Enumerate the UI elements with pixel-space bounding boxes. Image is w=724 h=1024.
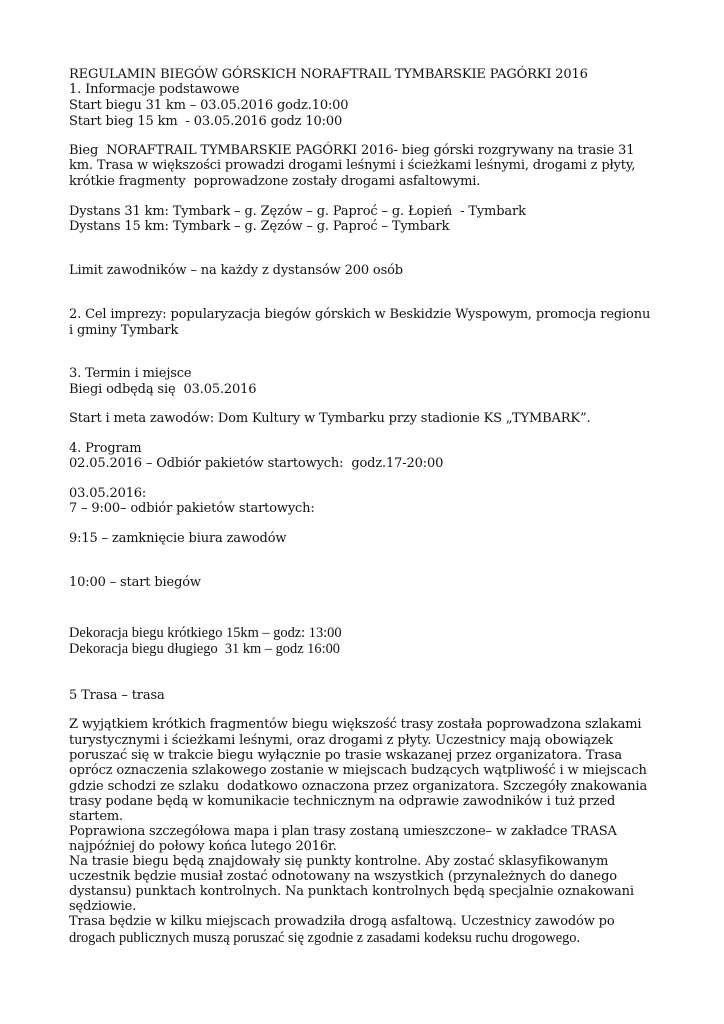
- route-line: Trasa będzie w kilku miejscach prowadziła drogą asfaltową. Uczestnicy zawodów po: [69, 914, 615, 929]
- route-line: sędziowie.: [69, 899, 137, 914]
- document-title: REGULAMIN BIEGÓW GÓRSKICH NORAFTRAIL TYMBARSKIE PAGÓRKI 2016: [69, 67, 588, 82]
- route-line: Na trasie biegu będą znajdowały się punkty kontrolne. Aby zostać sklasyfikowanym: [69, 854, 609, 869]
- route-line: Z wyjątkiem krótkich fragmentów biegu większość trasy została poprowadzona szlakami: [69, 717, 642, 732]
- intro-line: km. Trasa w większości prowadzi drogami leśnymi i ścieżkami leśnymi, drogami z płyty,: [69, 158, 636, 173]
- goal-line: i gminy Tymbark: [69, 323, 179, 338]
- program-start-line: 10:00 – start biegów: [69, 575, 201, 590]
- intro-line: krótkie fragmenty poprowadzone zostały drogami asfaltowymi.: [69, 174, 481, 189]
- award-long-line: Dekoracja biegu długiego 31 km – godz 16:00: [69, 641, 340, 657]
- route-line: turystycznymi i ścieżkami leśnymi, oraz drogami z płyty. Uczestnicy mają obowiązek: [69, 733, 613, 748]
- section-5-heading: 5 Trasa – trasa: [69, 688, 165, 703]
- start-31km-line: Start biegu 31 km – 03.05.2016 godz.10:00: [69, 98, 349, 113]
- award-short-line: Dekoracja biegu krótkiego 15km – godz: 13:00: [69, 625, 342, 641]
- distance-15km-line: Dystans 15 km: Tymbark – g. Zęzów – g. Paproć – Tymbark: [69, 219, 450, 234]
- program-pickup-line: 7 – 9:00– odbiór pakietów startowych:: [69, 501, 315, 516]
- goal-line: 2. Cel imprezy: popularyzacja biegów górskich w Beskidzie Wyspowym, promocja regionu: [69, 307, 651, 322]
- section-3-heading: 3. Termin i miejsce: [69, 366, 192, 381]
- participant-limit: Limit zawodników – na każdy z dystansów 200 osób: [69, 263, 403, 278]
- route-line: poruszać się w trakcie biegu wyłącznie po trasie wskazanej przez organizatora. Trasa: [69, 748, 623, 763]
- route-line: drogach publicznych muszą poruszać się zgodnie z zasadami kodeksu ruchu drogowego.: [69, 930, 581, 946]
- event-date-line: Biegi odbędą się 03.05.2016: [69, 382, 257, 397]
- section-1-heading: 1. Informacje podstawowe: [69, 82, 240, 97]
- distance-31km-line: Dystans 31 km: Tymbark – g. Zęzów – g. Paproć – g. Łopień - Tymbark: [69, 204, 526, 219]
- program-day1-line: 02.05.2016 – Odbiór pakietów startowych: godz.17-20:00: [69, 456, 444, 471]
- route-line: uczestnik będzie musiał zostać odnotowany na wszystkich (przynależnych do danego: [69, 869, 617, 884]
- route-line: najpóźniej do połowy końca lutego 2016r.: [69, 839, 337, 854]
- program-office-line: 9:15 – zamknięcie biura zawodów: [69, 531, 287, 546]
- venue-line: Start i meta zawodów: Dom Kultury w Tymbarku przy stadionie KS „TYMBARK”.: [69, 411, 591, 426]
- intro-line: Bieg NORAFTRAIL TYMBARSKIE PAGÓRKI 2016- bieg górski rozgrywany na trasie 31: [69, 143, 635, 158]
- route-line: oprócz oznaczenia szlakowego zostanie w miejscach budzących wątpliwość i w miejscach: [69, 763, 647, 778]
- route-line: trasy podane będą w komunikacie technicznym na odprawie zawodników i tuż przed: [69, 794, 616, 809]
- start-15km-line: Start bieg 15 km - 03.05.2016 godz 10:00: [69, 114, 343, 129]
- section-4-heading: 4. Program: [69, 441, 142, 456]
- route-line: Poprawiona szczegółowa mapa i plan trasy zostaną umieszczone– w zakładce TRASA: [69, 824, 617, 839]
- route-line: dystansu) punktach kontrolnych. Na punktach kontrolnych będą specjalnie oznakowani: [69, 884, 634, 899]
- program-day2-heading: 03.05.2016:: [69, 486, 147, 501]
- route-line: gdzie schodzi ze szlaku dodatkowo oznaczona przez organizatora. Szczegóły znakowania: [69, 779, 648, 794]
- route-line: startem.: [69, 809, 124, 824]
